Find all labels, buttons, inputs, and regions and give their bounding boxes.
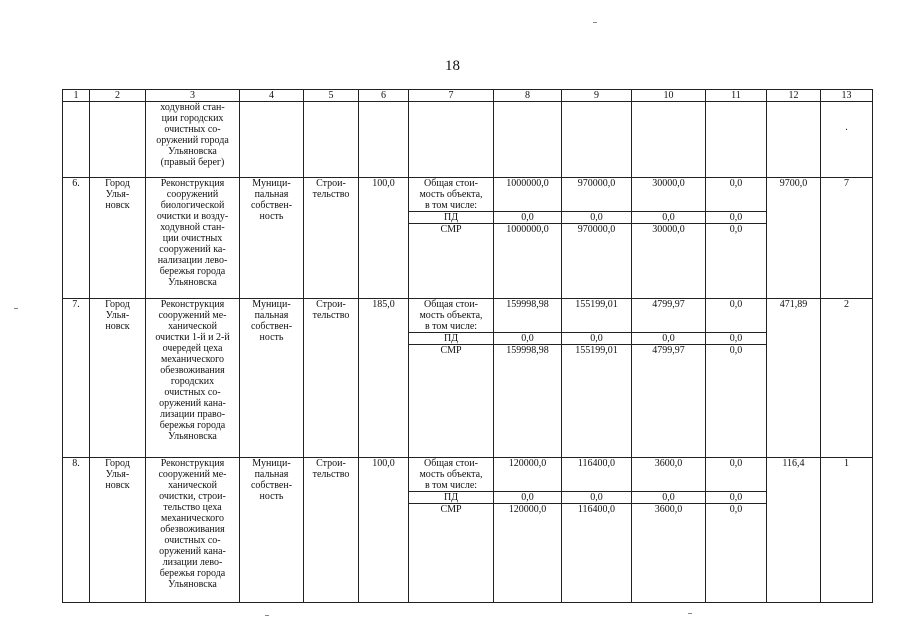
object-name-line: бережья города: [159, 420, 226, 431]
ownership-line: Муници-: [252, 178, 291, 189]
amount-smr: 0,0: [729, 503, 743, 515]
amount-pd: 0,0: [494, 491, 561, 503]
page-number: 18: [445, 58, 460, 74]
object-name-line: лизации лево-: [162, 557, 223, 568]
scan-speck: [593, 22, 597, 23]
object-name-line: механического: [160, 513, 224, 524]
amount-total: 155199,01: [575, 299, 618, 310]
location-line: Улья-: [105, 310, 130, 321]
location-cell: [90, 178, 146, 299]
row-number: 7.: [63, 299, 90, 458]
scan-speck: [14, 308, 18, 309]
location-line: Улья-: [105, 189, 130, 200]
ownership-cell: [240, 299, 304, 458]
object-name-line: тельство цеха: [163, 502, 222, 513]
amount-total: 3600,0: [654, 458, 683, 469]
object-name-line: оружений кана-: [159, 546, 226, 557]
amount-smr: 4799,97: [652, 344, 685, 356]
column-number: 13: [821, 90, 873, 102]
cost-breakdown-cell: [409, 178, 494, 299]
column-number: 9: [562, 90, 632, 102]
column-number: 8: [494, 90, 562, 102]
amount-cell-c9: [562, 178, 632, 299]
amount-smr: 0,0: [729, 223, 743, 235]
amount-total: 1000000,0: [506, 178, 549, 189]
ownership-line: пальная: [254, 310, 289, 321]
object-name-line: очистных со-: [164, 535, 221, 546]
ownership-line: собствен-: [250, 200, 293, 211]
cost-label: [409, 178, 493, 212]
amount-pd: 0,0: [562, 491, 631, 503]
cost-label-line: мость объекта,: [419, 310, 483, 321]
location-line: Город: [105, 458, 130, 469]
scan-speck: [688, 613, 692, 614]
object-name-line: Ульяновска: [168, 277, 217, 288]
object-name-line: городских: [170, 376, 215, 387]
object-name-cell: [146, 178, 240, 299]
cost-breakdown-cell: [409, 299, 494, 458]
cost-label-line: Общая стои-: [424, 458, 478, 469]
amount-pd: 0,0: [562, 211, 631, 223]
object-name-line: нализации лево-: [157, 255, 228, 266]
object-name-line: сооружений ка-: [159, 244, 226, 255]
amount-pd: 0,0: [494, 332, 561, 344]
amount-total: 116400,0: [577, 458, 616, 469]
pd-label: ПД: [409, 212, 493, 224]
column-number: 4: [240, 90, 304, 102]
object-name-line: обезвоживания: [160, 365, 225, 376]
object-name-line: Реконструкция: [160, 458, 225, 469]
cost-label-line: в том числе:: [424, 200, 478, 211]
row-number: 6.: [63, 178, 90, 299]
cost-label-line: в том числе:: [424, 321, 478, 332]
amount-cell-c10: [632, 299, 706, 458]
column-number: 6: [359, 90, 409, 102]
location-line: Улья-: [105, 469, 130, 480]
amount-total: 0,0: [729, 458, 743, 469]
column-number: 12: [767, 90, 821, 102]
amount-cell-c9: [562, 299, 632, 458]
object-name-line: сооружений ме-: [158, 469, 227, 480]
amount-pd: 0,0: [562, 332, 631, 344]
location-line: Город: [105, 299, 130, 310]
work-type-cell: [304, 178, 359, 299]
work-type-cell: [304, 299, 359, 458]
cost-label-line: Общая стои-: [424, 178, 478, 189]
amount-cell-c10: [632, 458, 706, 603]
ownership-line: ность: [259, 211, 284, 222]
ownership-line: ность: [259, 332, 284, 343]
object-name-line: ханической: [168, 480, 217, 491]
ownership-line: собствен-: [250, 321, 293, 332]
amount-total: 0,0: [729, 178, 743, 189]
location-line: Город: [105, 178, 130, 189]
object-name-cell: [146, 299, 240, 458]
column-number: 2: [90, 90, 146, 102]
ownership-line: собствен-: [250, 480, 293, 491]
object-row: [63, 299, 873, 458]
cost-label: [409, 458, 493, 492]
object-name-line: лизации право-: [159, 409, 226, 420]
capacity-value: 185,0: [359, 299, 409, 458]
amount-smr: 159998,98: [506, 344, 549, 356]
object-name-line: бережья города: [159, 568, 226, 579]
work-type-line: Строи-: [316, 299, 346, 310]
amount-smr: 120000,0: [508, 503, 547, 515]
amount-smr: 0,0: [729, 344, 743, 356]
scan-speck: [265, 615, 269, 616]
amount-total: 159998,98: [506, 299, 549, 310]
smr-label: СМР: [440, 224, 462, 235]
amount-total: 0,0: [729, 299, 743, 310]
object-name-line: Ульяновска: [168, 579, 217, 590]
location-line: новск: [105, 200, 130, 211]
object-name-line: сооружений ме-: [158, 310, 227, 321]
work-type-line: тельство: [312, 189, 350, 200]
object-name-line: механического: [160, 354, 224, 365]
capacity-value: 100,0: [359, 458, 409, 603]
object-name-line: сооружений: [166, 189, 219, 200]
ownership-line: ность: [259, 491, 284, 502]
capacity-value: 100,0: [359, 178, 409, 299]
column-12-value: 471,89: [767, 299, 821, 458]
work-type-line: Строи-: [316, 178, 346, 189]
object-name-line: оружений кана-: [159, 398, 226, 409]
amount-total: 4799,97: [652, 299, 685, 310]
ownership-line: Муници-: [252, 458, 291, 469]
object-name-line: очистки 1-й и 2-й: [155, 332, 230, 343]
continuation-row: ходувной стан- ции городских очистных со- оружений города Ульяновска (правый берег) .: [63, 102, 873, 178]
pd-label: ПД: [409, 492, 493, 504]
amount-cell-c11: [706, 299, 767, 458]
cost-label: [409, 299, 493, 333]
object-name-continued: ходувной стан- ции городских очистных со- оружений города Ульяновска (правый берег): [146, 102, 240, 178]
column-number-row: [63, 90, 873, 102]
cost-breakdown-cell: [409, 458, 494, 603]
work-type-line: Строи-: [316, 458, 346, 469]
location-line: новск: [105, 480, 130, 491]
amount-pd: 0,0: [706, 211, 766, 223]
amount-cell-c8: [494, 178, 562, 299]
amount-smr: 1000000,0: [506, 223, 549, 235]
object-name-line: Реконструкция: [160, 299, 225, 310]
location-cell: [90, 458, 146, 603]
object-row: [63, 178, 873, 299]
cost-label-line: мость объекта,: [419, 189, 483, 200]
object-name-line: Реконструкция: [160, 178, 225, 189]
cost-label-line: мость объекта,: [419, 469, 483, 480]
work-type-line: тельство: [312, 310, 350, 321]
object-name-line: очередей цеха: [162, 343, 223, 354]
column-12-value: 116,4: [767, 458, 821, 603]
amount-cell-c9: [562, 458, 632, 603]
amount-total: 30000,0: [652, 178, 685, 189]
amount-pd: 0,0: [494, 211, 561, 223]
column-number: 3: [146, 90, 240, 102]
investment-table: [62, 89, 873, 603]
object-name-line: ходувной стан-: [160, 222, 225, 233]
smr-label: СМР: [440, 345, 462, 356]
object-name-line: очистных со-: [164, 387, 221, 398]
amount-smr: 155199,01: [575, 344, 618, 356]
ownership-line: пальная: [254, 189, 289, 200]
amount-smr: 970000,0: [577, 223, 616, 235]
ownership-line: пальная: [254, 469, 289, 480]
column-number: 5: [304, 90, 359, 102]
object-name-line: биологической: [160, 200, 225, 211]
cost-label-line: в том числе:: [424, 480, 478, 491]
ownership-line: Муници-: [252, 299, 291, 310]
column-number: 10: [632, 90, 706, 102]
column-13-value: 2: [821, 299, 873, 458]
location-cell: [90, 299, 146, 458]
location-line: новск: [105, 321, 130, 332]
amount-total: 970000,0: [577, 178, 616, 189]
column-13-value: 1: [821, 458, 873, 603]
column-number: 7: [409, 90, 494, 102]
work-type-line: тельство: [312, 469, 350, 480]
amount-pd: 0,0: [706, 491, 766, 503]
object-name-line: очистки, строи-: [159, 491, 226, 502]
amount-pd: 0,0: [706, 332, 766, 344]
amount-cell-c11: [706, 178, 767, 299]
pd-label: ПД: [409, 333, 493, 345]
amount-cell-c8: [494, 458, 562, 603]
object-name-cell: [146, 458, 240, 603]
object-name-line: обезвоживания: [160, 524, 225, 535]
amount-cell-c11: [706, 458, 767, 603]
amount-cell-c8: [494, 299, 562, 458]
smr-label: СМР: [440, 504, 462, 515]
amount-pd: 0,0: [632, 211, 705, 223]
object-name-line: ханической: [168, 321, 217, 332]
column-12-value: 9700,0: [767, 178, 821, 299]
ownership-cell: [240, 178, 304, 299]
amount-smr: 3600,0: [654, 503, 683, 515]
object-name-line: бережья города: [159, 266, 226, 277]
object-name-line: ции очистных: [162, 233, 223, 244]
object-name-line: Ульяновска: [168, 431, 217, 442]
row-number: 8.: [63, 458, 90, 603]
cost-label-line: Общая стои-: [424, 299, 478, 310]
object-row: [63, 458, 873, 603]
work-type-cell: [304, 458, 359, 603]
amount-pd: 0,0: [632, 491, 705, 503]
amount-smr: 30000,0: [652, 223, 685, 235]
amount-pd: 0,0: [632, 332, 705, 344]
ownership-cell: [240, 458, 304, 603]
column-13-value: 7: [821, 178, 873, 299]
amount-smr: 116400,0: [577, 503, 616, 515]
amount-total: 120000,0: [508, 458, 547, 469]
amount-cell-c10: [632, 178, 706, 299]
column-number: 1: [63, 90, 90, 102]
column-number: 11: [706, 90, 767, 102]
object-name-line: очистки и возду-: [156, 211, 229, 222]
